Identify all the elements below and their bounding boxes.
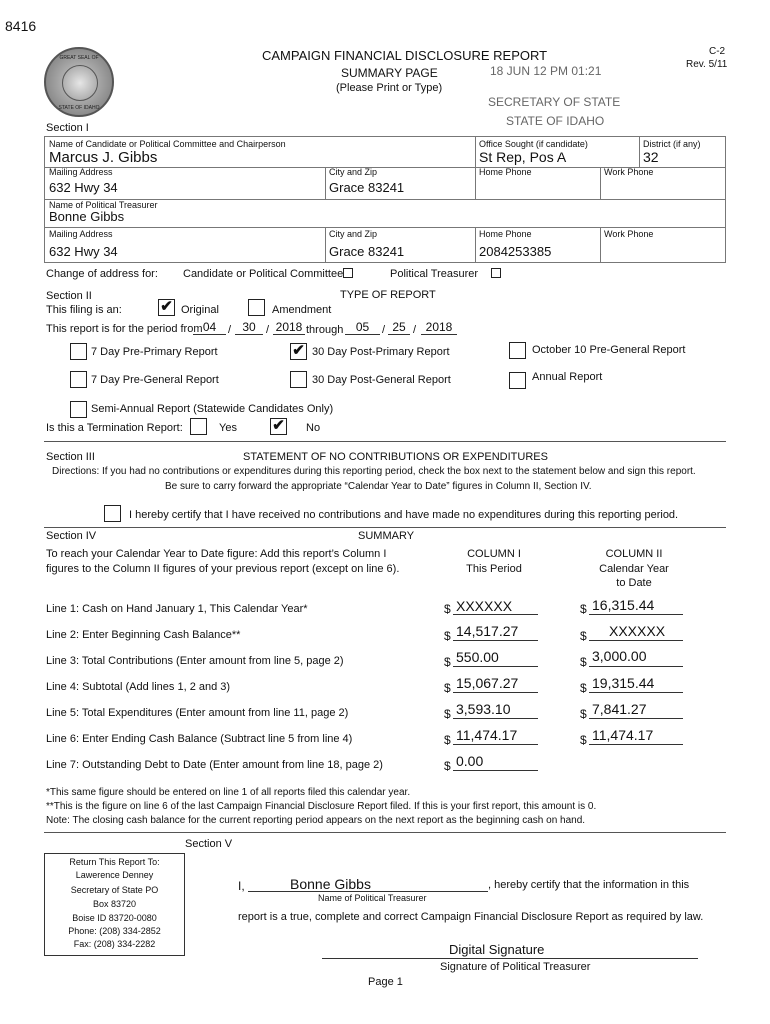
termination-yes-checkbox[interactable] <box>190 418 207 435</box>
dollar-sign: $ <box>580 707 587 721</box>
received-stamp-date: 18 JUN 12 PM 01:21 <box>490 64 602 78</box>
original-checkbox[interactable]: ✔ <box>158 299 175 316</box>
dollar-sign: $ <box>444 733 451 747</box>
date-slash: / <box>228 324 232 336</box>
signature-caption: Signature of Political Treasurer <box>440 961 591 973</box>
form-subtitle: SUMMARY PAGE <box>341 66 438 80</box>
column2-subheading: Calendar Year <box>599 563 669 575</box>
seal-top-text: GREAT SEAL OF <box>59 55 99 61</box>
footnote-2: **This is the figure on line 6 of the last Campaign Financial Disclosure Report filed. If this is your first report, this amount is 0. <box>46 801 597 812</box>
line7-label: Line 7: Outstanding Debt to Date (Enter amount from line 18, page 2) <box>46 759 383 771</box>
semi-annual-label: Semi-Annual Report (Statewide Candidates Only) <box>91 403 334 415</box>
line4-label: Line 4: Subtotal (Add lines 1, 2 and 3) <box>46 681 231 693</box>
candidate-name-label: Name of Candidate or Political Committee and Chairperson <box>49 139 286 149</box>
section5-label: Section V <box>185 838 233 850</box>
work-phone-label: Work Phone <box>604 167 654 177</box>
section2-label: Section II <box>46 290 92 302</box>
line7-col1-field[interactable]: 0.00 <box>456 753 484 769</box>
city-zip-field[interactable]: Grace 83241 <box>329 180 405 195</box>
state-seal-icon <box>44 47 114 117</box>
treasurer-mailing-label: Mailing Address <box>49 229 113 239</box>
30day-post-general-label: 30 Day Post-General Report <box>312 374 451 386</box>
footnote-3: Note: The closing cash balance for the current reporting period appears on the next report as the beginning cash on hand. <box>46 815 586 826</box>
amendment-label: Amendment <box>272 304 332 316</box>
change-candidate-label: Candidate or Political Committee <box>183 268 344 280</box>
summary-intro-line2: figures to the Column II figures of your previous report (except on line 6). <box>46 563 400 575</box>
treasurer-mailing-field[interactable]: 632 Hwy 34 <box>49 244 118 259</box>
candidate-name-field[interactable]: Marcus J. Gibbs <box>49 149 158 166</box>
return-line: Boise ID 83720-0080 <box>72 913 157 923</box>
certify-line2: report is a true, complete and correct Campaign Financial Disclosure Report as required by law. <box>238 911 704 923</box>
city-zip-label: City and Zip <box>329 167 378 177</box>
oct10-pre-general-checkbox[interactable] <box>509 342 526 359</box>
district-label: District (if any) <box>643 139 701 149</box>
period-to-month[interactable]: 05 <box>355 320 370 334</box>
30day-post-general-checkbox[interactable] <box>290 371 307 388</box>
treasurer-name-field[interactable]: Bonne Gibbs <box>49 209 125 224</box>
date-slash: / <box>266 324 270 336</box>
dollar-sign: $ <box>444 655 451 669</box>
treasurer-work-phone-label: Work Phone <box>604 229 654 239</box>
return-address-box <box>44 853 185 956</box>
treasurer-home-phone-field[interactable]: 2084253385 <box>479 244 552 259</box>
section4-label: Section IV <box>46 530 97 542</box>
line5-col1-field[interactable]: 3,593.10 <box>456 701 511 717</box>
digital-signature-field[interactable]: Digital Signature <box>449 942 545 957</box>
column2-heading: COLUMN II <box>605 548 663 560</box>
line5-col2-field[interactable]: 7,841.27 <box>592 701 647 717</box>
dollar-sign: $ <box>444 707 451 721</box>
dollar-sign: $ <box>444 602 451 616</box>
return-line: Secretary of State PO <box>70 885 159 895</box>
line4-col1-field[interactable]: 15,067.27 <box>456 675 519 691</box>
form-instructions: (Please Print or Type) <box>336 82 443 94</box>
mailing-address-label: Mailing Address <box>49 167 113 177</box>
line2-col1-field[interactable]: 14,517.27 <box>456 623 519 639</box>
document-number: 8416 <box>5 18 37 34</box>
column2-subheading2: to Date <box>616 577 652 589</box>
treasurer-city-zip-field[interactable]: Grace 83241 <box>329 244 405 259</box>
dollar-sign: $ <box>580 655 587 669</box>
oct10-pre-general-label: October 10 Pre-General Report <box>532 344 686 356</box>
signer-name-caption: Name of Political Treasurer <box>318 893 427 903</box>
dollar-sign: $ <box>444 629 451 643</box>
return-line: Lawerence Denney <box>75 870 154 880</box>
line3-label: Line 3: Total Contributions (Enter amount from line 5, page 2) <box>46 655 344 667</box>
semi-annual-checkbox[interactable] <box>70 401 87 418</box>
period-to-day[interactable]: 25 <box>392 320 406 334</box>
page-number: Page 1 <box>368 976 403 988</box>
return-line: Box 83720 <box>92 899 137 909</box>
dollar-sign: $ <box>444 759 451 773</box>
seal-bottom-text: STATE OF IDAHO <box>58 105 100 111</box>
no-activity-certify-text: I hereby certify that I have received no contributions and have made no expenditures during this reporting period. <box>129 509 679 521</box>
mailing-address-field[interactable]: 632 Hwy 34 <box>49 180 118 195</box>
treasurer-name-label: Name of Political Treasurer <box>49 200 158 210</box>
filing-type-label: This filing is an: <box>46 304 122 316</box>
line2-col2-field[interactable]: XXXXXX <box>609 623 666 639</box>
office-sought-label: Office Sought (if candidate) <box>479 139 588 149</box>
line5-label: Line 5: Total Expenditures (Enter amount from line 11, page 2) <box>46 707 349 719</box>
return-line: Phone: (208) 334-2852 <box>68 926 161 936</box>
annual-report-label: Annual Report <box>532 371 603 383</box>
annual-report-checkbox[interactable] <box>509 372 526 389</box>
column1-subheading: This Period <box>466 563 522 575</box>
termination-no-checkbox[interactable]: ✔ <box>270 418 287 435</box>
summary-intro-line1: To reach your Calendar Year to Date figure: Add this report’s Column I <box>46 548 387 560</box>
7day-pre-general-label: 7 Day Pre-General Report <box>91 374 219 386</box>
line6-col1-field[interactable]: 11,474.17 <box>456 727 518 743</box>
change-treasurer-label: Political Treasurer <box>390 268 479 280</box>
footnote-1: *This same figure should be entered on line 1 of all reports filed this calendar year. <box>46 787 411 798</box>
period-to-year[interactable]: 2018 <box>425 320 453 334</box>
period-from-year[interactable]: 2018 <box>275 320 303 334</box>
dollar-sign: $ <box>580 629 587 643</box>
type-of-report-heading: TYPE OF REPORT <box>340 289 436 301</box>
termination-yes-label: Yes <box>219 422 237 434</box>
treasurer-city-zip-label: City and Zip <box>329 229 378 239</box>
7day-pre-primary-checkbox[interactable] <box>70 343 87 360</box>
form-revision: Rev. 5/11 <box>686 59 728 70</box>
return-line: Return This Report To: <box>69 857 160 867</box>
30day-post-primary-checkbox[interactable]: ✔ <box>290 343 307 360</box>
dollar-sign: $ <box>580 602 587 616</box>
line3-col2-field[interactable]: 3,000.00 <box>592 648 647 664</box>
summary-heading: SUMMARY <box>358 530 415 542</box>
received-stamp-line2: STATE OF IDAHO <box>506 114 605 128</box>
change-treasurer-checkbox[interactable] <box>491 268 501 278</box>
dollar-sign: $ <box>580 733 587 747</box>
original-label: Original <box>181 304 219 316</box>
dollar-sign: $ <box>580 681 587 695</box>
30day-post-primary-label: 30 Day Post-Primary Report <box>312 346 450 358</box>
line2-label: Line 2: Enter Beginning Cash Balance** <box>46 629 241 641</box>
through-label: through <box>306 324 344 336</box>
dollar-sign: $ <box>444 681 451 695</box>
date-slash: / <box>382 324 386 336</box>
line1-col2-field[interactable]: 16,315.44 <box>592 597 655 613</box>
certify-i-label: I, <box>238 879 245 893</box>
line6-label: Line 6: Enter Ending Cash Balance (Subtract line 5 from line 4) <box>46 733 353 745</box>
period-label: This report is for the period from <box>46 323 203 335</box>
date-slash: / <box>413 324 417 336</box>
termination-no-label: No <box>306 422 321 434</box>
district-field[interactable]: 32 <box>643 149 659 165</box>
period-from-day[interactable]: 30 <box>242 320 256 334</box>
amendment-checkbox[interactable] <box>248 299 265 316</box>
7day-pre-primary-label: 7 Day Pre-Primary Report <box>91 346 218 358</box>
line1-label: Line 1: Cash on Hand January 1, This Calendar Year* <box>46 603 308 615</box>
office-sought-field[interactable]: St Rep, Pos A <box>479 149 567 165</box>
form-title: CAMPAIGN FINANCIAL DISCLOSURE REPORT <box>262 48 548 63</box>
line4-col2-field[interactable]: 19,315.44 <box>592 675 655 691</box>
termination-label: Is this a Termination Report: <box>46 422 183 434</box>
received-stamp-line1: SECRETARY OF STATE <box>488 95 621 109</box>
home-phone-label: Home Phone <box>479 167 532 177</box>
return-line: Fax: (208) 334-2282 <box>73 939 156 949</box>
no-activity-certify-checkbox[interactable] <box>104 505 121 522</box>
period-from-month[interactable]: 04 <box>202 320 217 334</box>
certify-line1-tail: , hereby certify that the information in this <box>488 879 690 891</box>
section3-label: Section III <box>46 451 95 463</box>
treasurer-signer-name-field[interactable]: Bonne Gibbs <box>290 876 371 892</box>
line6-col2-field[interactable]: 11,474.17 <box>592 727 654 743</box>
7day-pre-general-checkbox[interactable] <box>70 371 87 388</box>
change-address-label: Change of address for: <box>46 268 158 280</box>
change-candidate-checkbox[interactable] <box>343 268 353 278</box>
line3-col1-field[interactable]: 550.00 <box>456 649 499 665</box>
treasurer-home-phone-label: Home Phone <box>479 229 532 239</box>
form-code: C-2 <box>709 46 726 57</box>
line1-col1-field[interactable]: XXXXXX <box>456 598 513 614</box>
no-contributions-heading: STATEMENT OF NO CONTRIBUTIONS OR EXPENDITURES <box>243 451 548 463</box>
section1-label: Section I <box>46 122 89 134</box>
directions-line2: Be sure to carry forward the appropriate “Calendar Year to Date” figures in Column II, Section IV. <box>165 481 592 492</box>
directions-line1: Directions: If you had no contributions or expenditures during this reporting period, check the box next to the statement below and sign this report. <box>52 466 696 477</box>
column1-heading: COLUMN I <box>467 548 521 560</box>
